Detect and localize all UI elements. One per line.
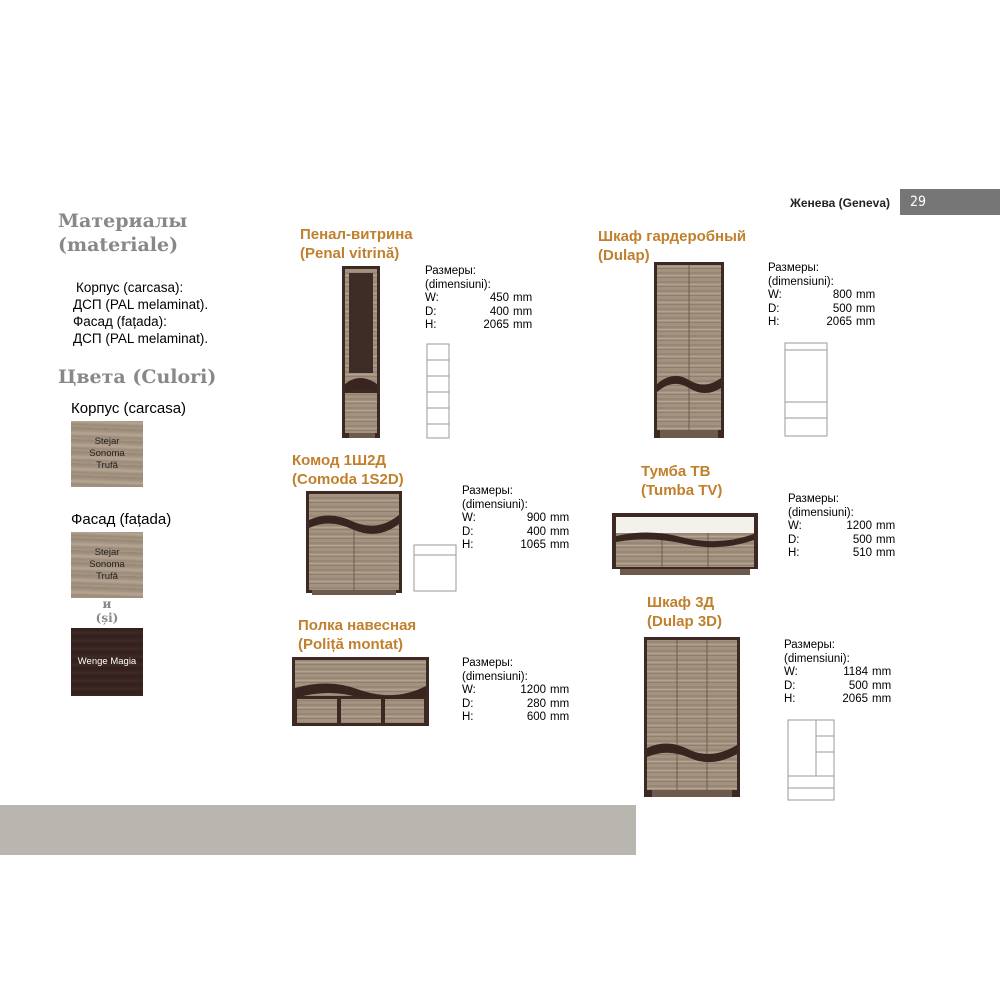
and-connector: и (și) (95, 597, 119, 625)
tumba-tv-image (612, 513, 758, 575)
materials-description: Корпус (carcasa): ДСП (PAL melaminat). Фасад (fațada): ДСП (PAL melaminat). (73, 280, 209, 346)
colors-heading: Цвета (Culori) (58, 366, 217, 388)
body-color-label: Корпус (carcasa) (71, 400, 187, 417)
comoda-image (306, 491, 402, 595)
penal-vitrina-image (342, 266, 380, 438)
dims-dulap3d: Размеры: (dimensiuni): W: 1184 mm D: 500 mm H: 2065 mm (784, 639, 892, 705)
comoda-schematic (414, 545, 456, 591)
body-color-swatch: Stejar Sonoma Trufă (71, 421, 143, 487)
product-title-polita: Полка навесная (Poliță montat) (298, 617, 417, 653)
dims-penal: Размеры: (dimensiuni): W: 450 mm D: 400 mm H: 2065 mm (425, 265, 533, 331)
dims-polita: Размеры: (dimensiuni): W: 1200 mm D: 280 mm H: 600 mm (462, 657, 570, 723)
dulap-schematic (785, 343, 827, 436)
dims-dulap: Размеры: (dimensiuni): W: 800 mm D: 500 mm H: 2065 mm (768, 262, 876, 328)
product-title-dulap: Шкаф гардеробный (Dulap) (598, 228, 747, 264)
product-title-dulap3d: Шкаф 3Д (Dulap 3D) (647, 594, 722, 630)
materials-heading: Материалы (materiale) (58, 210, 188, 256)
dulap-image (654, 262, 724, 438)
product-title-comoda: Комод 1Ш2Д (Comoda 1S2D) (292, 452, 404, 488)
wenge-color-swatch: Wenge Magia (71, 628, 143, 696)
product-title-tumba: Тумба ТВ (Tumba TV) (641, 463, 723, 499)
dims-comoda: Размеры: (dimensiuni): W: 900 mm D: 400 mm H: 1065 mm (462, 485, 570, 551)
dulap-3d-schematic (788, 720, 834, 800)
catalog-section-title: Женева (Geneva) (790, 196, 891, 210)
dims-tumba: Размеры: (dimensiuni): W: 1200 mm D: 500 mm H: 510 mm (788, 493, 896, 559)
page-number: 29 (910, 194, 927, 210)
facade-color-swatch: Stejar Sonoma Trufă (71, 532, 143, 598)
polita-image (292, 657, 429, 726)
dulap-3d-image (644, 637, 740, 797)
product-title-penal: Пенал-витрина (Penal vitrină) (300, 226, 413, 262)
facade-color-label: Фасад (fațada) (71, 511, 172, 528)
penal-schematic (427, 344, 449, 438)
